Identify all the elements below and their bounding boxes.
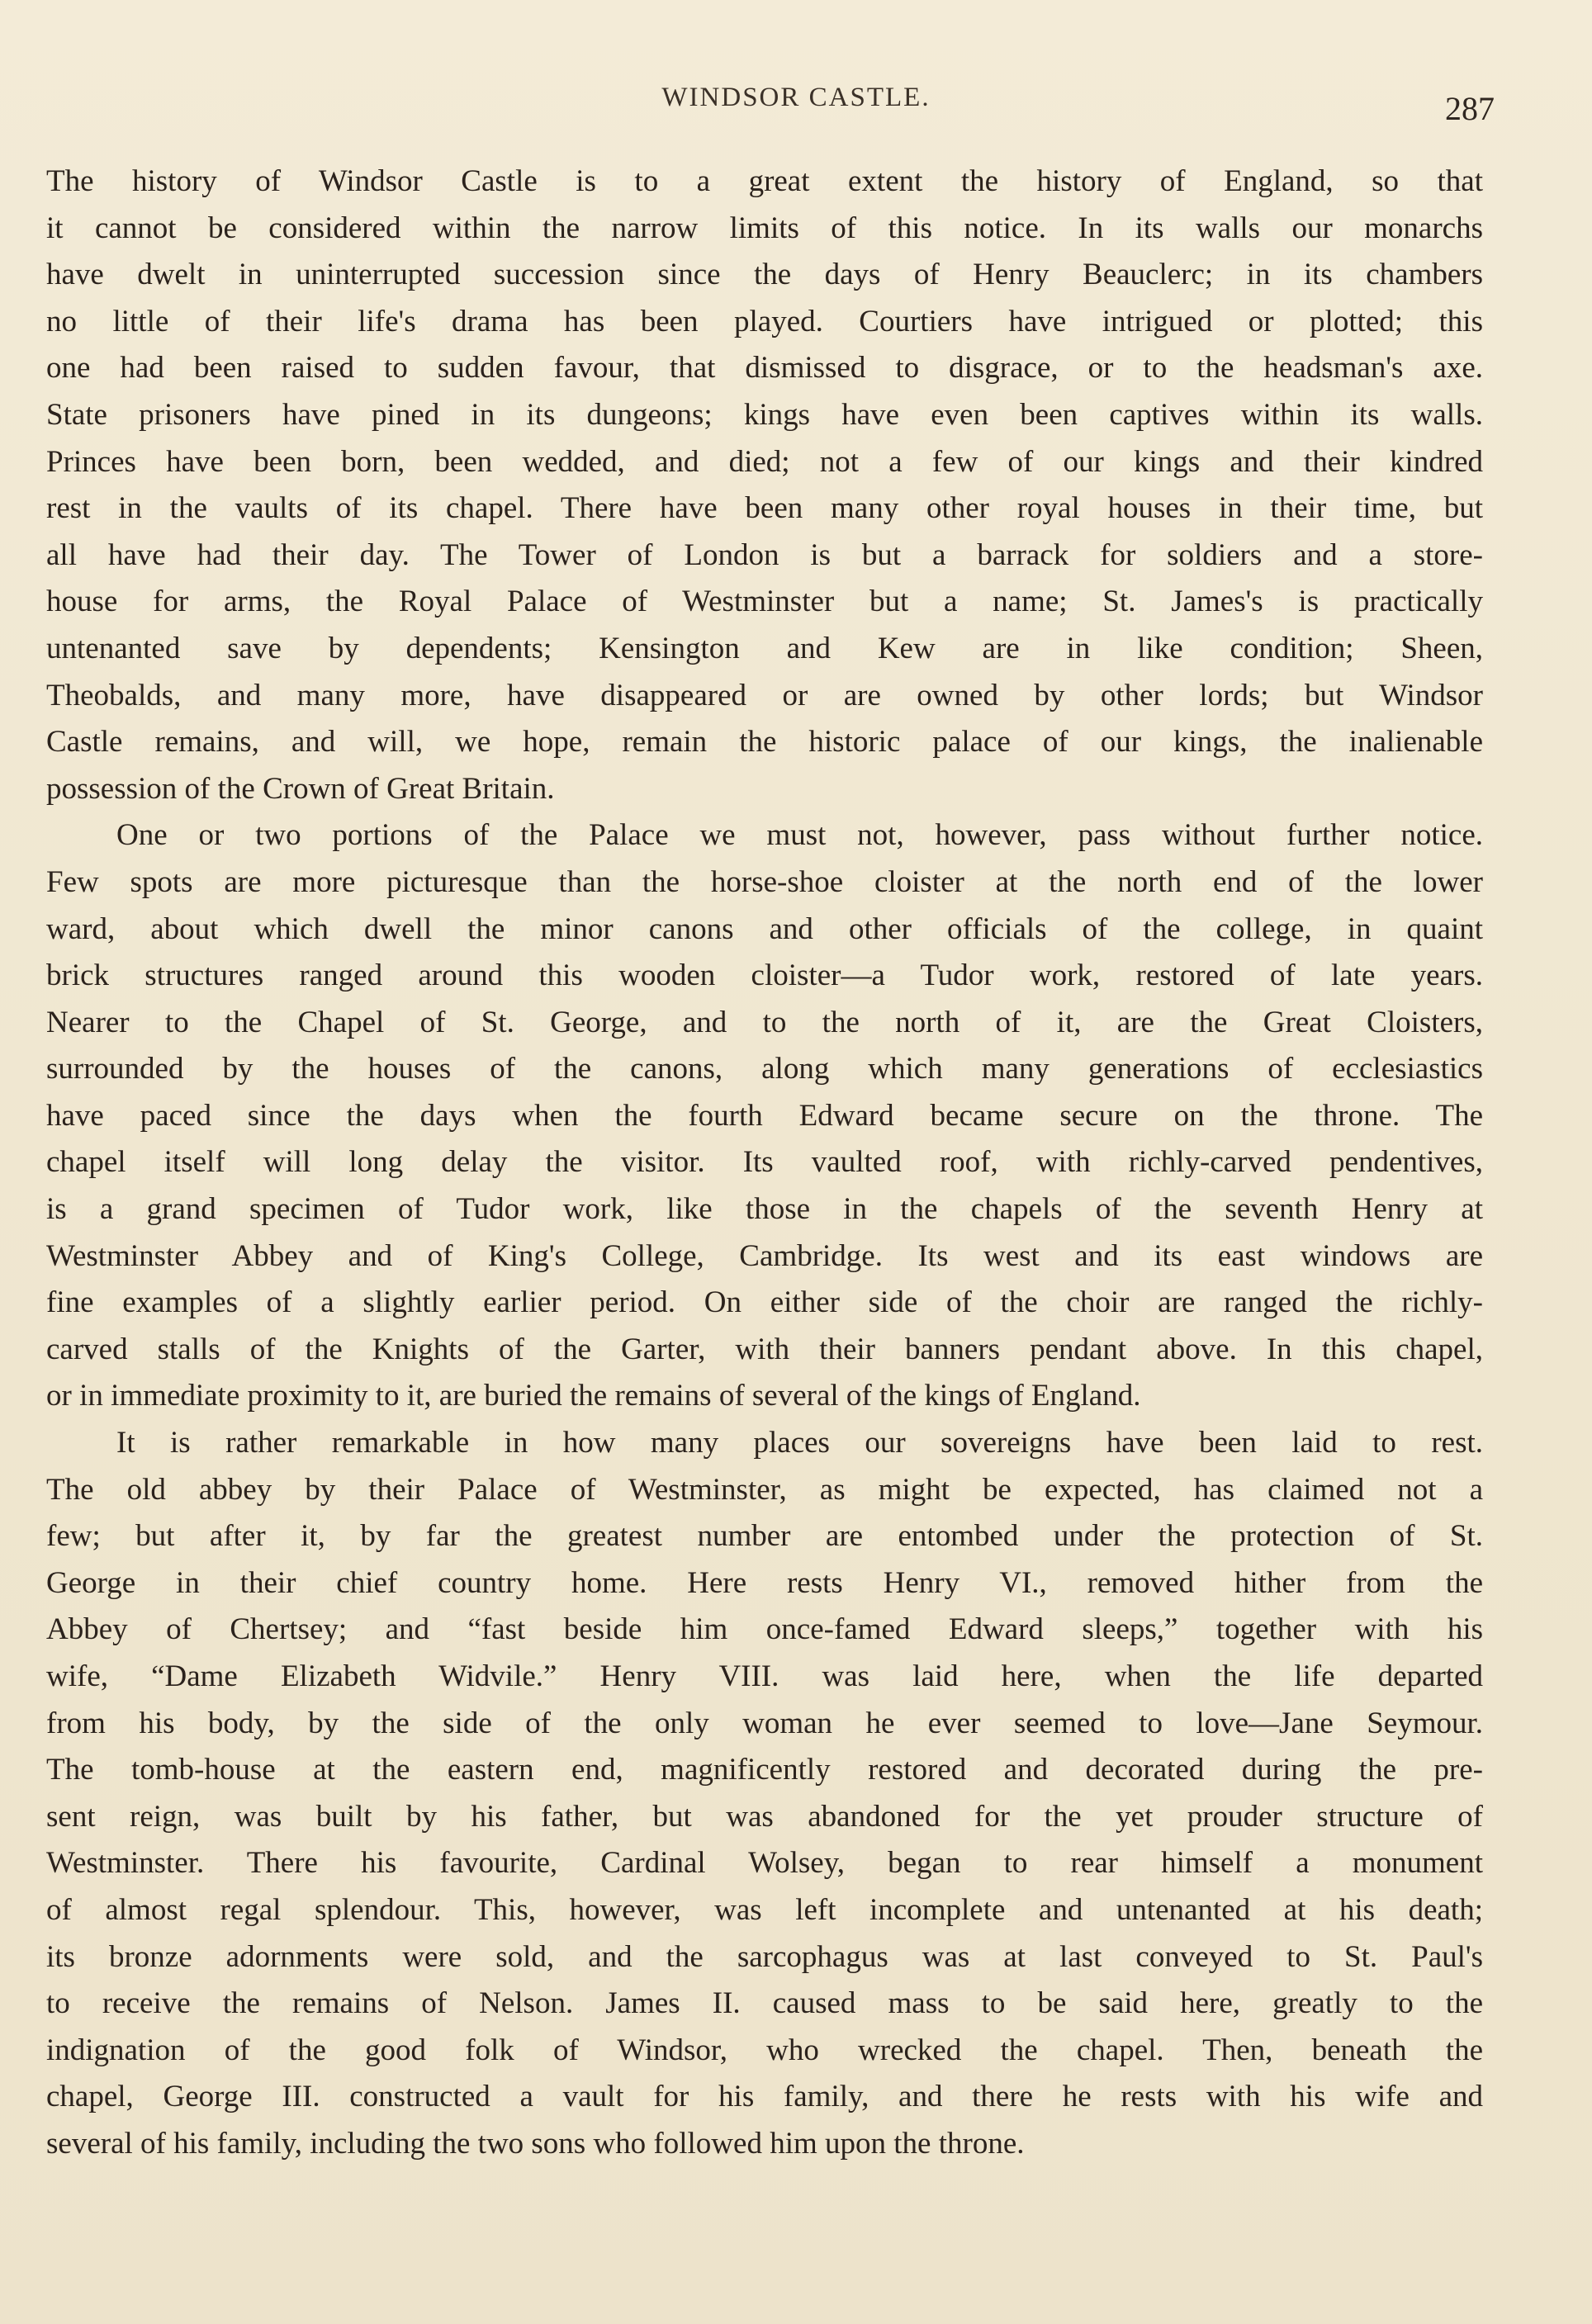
text-line: Nearer to the Chapel of St. George, and to the north of it, are the Great Cloisters, [46,1005,1483,1039]
text-line: State prisoners have pined in its dungeons; kings have even been captives within its walls. [46,397,1483,432]
text-line: It is rather remarkable in how many places our sovereigns have been laid to rest. [116,1426,1483,1460]
text-line: of almost regal splendour. This, however, was left incomplete and untenanted at his death; [46,1892,1483,1927]
text-line: George in their chief country home. Here rests Henry VI., removed hither from the [46,1565,1483,1600]
page-number: 287 [1445,90,1495,127]
text-line: all have had their day. The Tower of London is but a barrack for soldiers and a store- [46,537,1483,572]
text-line: carved stalls of the Knights of the Garter, with their banners pendant above. In this chapel, [46,1332,1483,1366]
text-line: is a grand specimen of Tudor work, like those in the chapels of the seventh Henry at [46,1192,1483,1227]
text-line: brick structures ranged around this wooden cloister—a Tudor work, restored of late years. [46,958,1483,993]
text-line: Few spots are more picturesque than the horse-shoe cloister at the north end of the lower [46,864,1483,899]
text-line: house for arms, the Royal Palace of Westminster but a name; St. James's is practically [46,585,1483,619]
text-line: its bronze adornments were sold, and the sarcophagus was at last conveyed to St. Paul's [46,1939,1483,1974]
text-line: untenanted save by dependents; Kensington and Kew are in like condition; Sheen, [46,631,1483,665]
text-line: The history of Windsor Castle is to a great extent the history of England, so that [46,164,1483,198]
text-line: few; but after it, by far the greatest number are entombed under the protection of St. [46,1519,1483,1554]
paragraph [46,812,1483,1420]
text-line: One or two portions of the Palace we must not, however, pass without further notice. [116,818,1483,853]
body-text [46,159,1483,2168]
text-line: fine examples of a slightly earlier period. On either side of the choir are ranged the richly- [46,1285,1483,1320]
text-line: several of his family, including the two sons who followed him upon the throne. [46,2126,1025,2161]
text-line: to receive the remains of Nelson. James II. caused mass to be said here, greatly to the [46,1986,1483,2021]
paragraph [46,1420,1483,2168]
text-line: surrounded by the houses of the canons, along which many generations of ecclesiastics [46,1052,1483,1086]
text-line: indignation of the good folk of Windsor, who wrecked the chapel. Then, beneath the [46,2033,1483,2067]
text-line: possession of the Crown of Great Britain. [46,771,555,806]
text-line: ward, about which dwell the minor canons and other officials of the college, in quaint [46,911,1483,946]
text-line: The tomb-house at the eastern end, magnificently restored and decorated during the pre- [46,1753,1483,1787]
text-line: from his body, by the side of the only woman he ever seemed to love—Jane Seymour. [46,1706,1483,1740]
text-line: no little of their life's drama has been played. Courtiers have intrigued or plotted; this [46,304,1483,338]
text-line: Westminster Abbey and of King's College, Cambridge. Its west and its east windows are [46,1238,1483,1273]
text-line: Castle remains, and will, we hope, remain the historic palace of our kings, the inalienable [46,725,1483,760]
text-line: Abbey of Chertsey; and “fast beside him once-famed Edward sleeps,” together with his [46,1612,1483,1647]
text-line: chapel itself will long delay the visitor. Its vaulted roof, with richly-carved pendentives, [46,1145,1483,1180]
text-line: rest in the vaults of its chapel. There have been many other royal houses in their time, but [46,491,1483,526]
running-title: WINDSOR CASTLE. [661,83,931,112]
text-line: chapel, George III. constructed a vault for his family, and there he rests with his wife and [46,2080,1483,2114]
text-line: Theobalds, and many more, have disappeared or are owned by other lords; but Windsor [46,678,1483,712]
text-line: Westminster. There his favourite, Cardinal Wolsey, began to rear himself a monument [46,1846,1483,1881]
text-line: The old abbey by their Palace of Westminster, as might be expected, has claimed not a [46,1472,1483,1507]
paragraph [46,159,1483,812]
text-line: sent reign, was built by his father, but was abandoned for the yet prouder structure of [46,1799,1483,1834]
text-line: one had been raised to sudden favour, that dismissed to disgrace, or to the headsman's axe. [46,351,1483,386]
text-line: it cannot be considered within the narrow limits of this notice. In its walls our monarchs [46,211,1483,245]
text-line: Princes have been born, been wedded, and died; not a few of our kings and their kindred [46,444,1483,479]
text-line: have dwelt in uninterrupted succession since the days of Henry Beauclerc; in its chambers [46,258,1483,292]
text-line: or in immediate proximity to it, are buried the remains of several of the kings of England. [46,1379,1141,1413]
text-line: have paced since the days when the fourth Edward became secure on the throne. The [46,1098,1483,1133]
text-line: wife, “Dame Elizabeth Widvile.” Henry VIII. was laid here, when the life departed [46,1659,1483,1693]
